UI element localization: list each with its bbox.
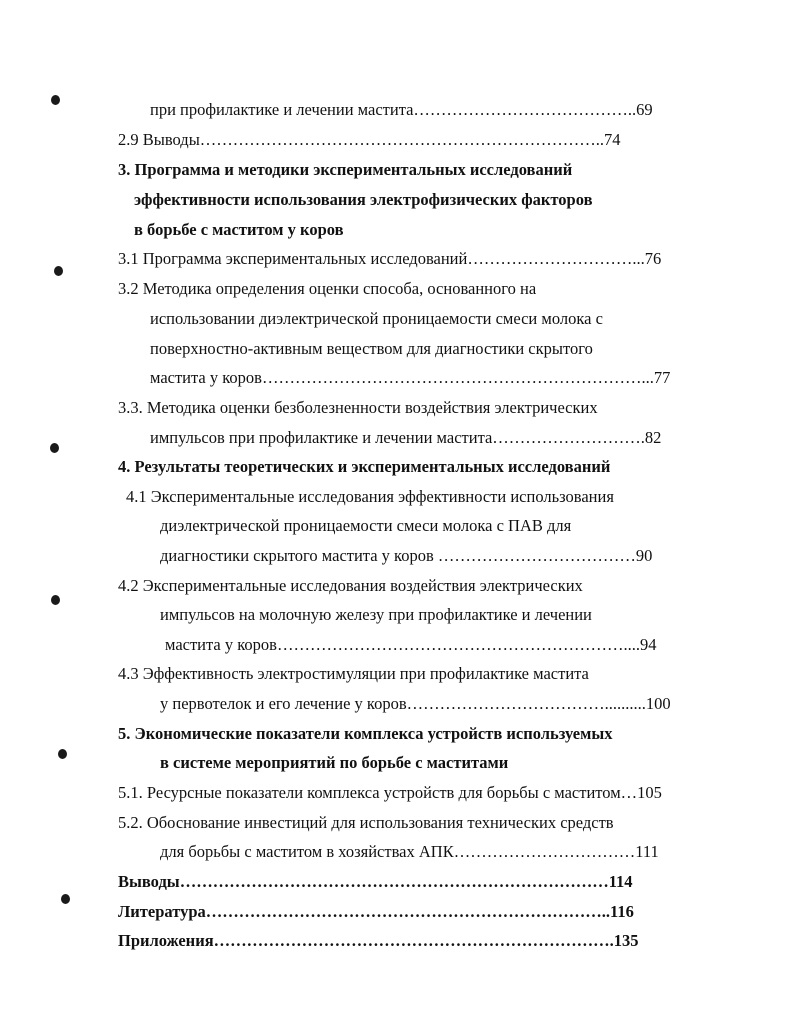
toc-line: импульсов на молочную железу при профилактике и лечении — [160, 605, 592, 624]
binding-hole-mark — [54, 266, 63, 276]
toc-line: 3.3. Методика оценки безболезненности воздействия электрических — [118, 398, 598, 417]
toc-line: 4.3 Эффективность электростимуляции при профилактике мастита — [118, 664, 589, 683]
toc-line: 5.1. Ресурсные показатели комплекса устройств для борьбы с маститом…105 — [118, 783, 662, 802]
toc-line: для борьбы с маститом в хозяйствах АПК……………………………111 — [160, 842, 659, 861]
toc-section-heading: 5. Экономические показатели комплекса устройств используемых — [118, 724, 613, 743]
toc-line: мастита у коров……………………………………………………………...77 — [150, 368, 671, 387]
toc-line: у первотелок и его лечение у коров………………………………..........100 — [160, 694, 671, 713]
toc-line: 3.2 Методика определения оценки способа, основанного на — [118, 279, 537, 298]
toc-line: диагностики скрытого мастита у коров ………………………………90 — [160, 546, 653, 565]
toc-line: при профилактике и лечении мастита…………………………………..69 — [150, 100, 653, 119]
binding-hole-mark — [61, 894, 70, 904]
toc-section-heading: 3. Программа и методики экспериментальных исследований — [118, 160, 573, 179]
toc-section-heading: 4. Результаты теоретических и экспериментальных исследований — [118, 457, 611, 476]
toc-line: 4.1 Экспериментальные исследования эффективности использования — [126, 487, 614, 506]
toc-line: использовании диэлектрической проницаемости смеси молока с — [150, 309, 603, 328]
binding-hole-mark — [58, 749, 67, 759]
toc-line: поверхностно-активным веществом для диагностики скрытого — [150, 339, 593, 358]
toc-appendices: Приложения……………………………………………………………….135 — [118, 931, 639, 950]
toc-section-heading: в борьбе с маститом у коров — [134, 220, 344, 239]
toc-line: 5.2. Обоснование инвестиций для использования технических средств — [118, 813, 614, 832]
toc-line: мастита у коров………………………………………………………....94 — [165, 635, 657, 654]
toc-references: Литература………………………………………………………………..116 — [118, 902, 634, 921]
toc-line: 2.9 Выводы………………………………………………………………..74 — [118, 130, 621, 149]
toc-line: импульсов при профилактике и лечении мастита……………………….82 — [150, 428, 662, 447]
toc-section-heading: эффективности использования электрофизических факторов — [134, 190, 593, 209]
toc-line: диэлектрической проницаемости смеси молока с ПАВ для — [160, 516, 572, 535]
toc-conclusions: Выводы……………………………………………………………………114 — [118, 872, 633, 891]
binding-hole-mark — [50, 443, 59, 453]
binding-hole-mark — [51, 95, 60, 105]
toc-line: 4.2 Экспериментальные исследования воздействия электрических — [118, 576, 583, 595]
toc-section-heading: в системе мероприятий по борьбе с маститами — [160, 753, 509, 772]
toc-line: 3.1 Программа экспериментальных исследований…………………………...76 — [118, 249, 662, 268]
binding-hole-mark — [51, 595, 60, 605]
